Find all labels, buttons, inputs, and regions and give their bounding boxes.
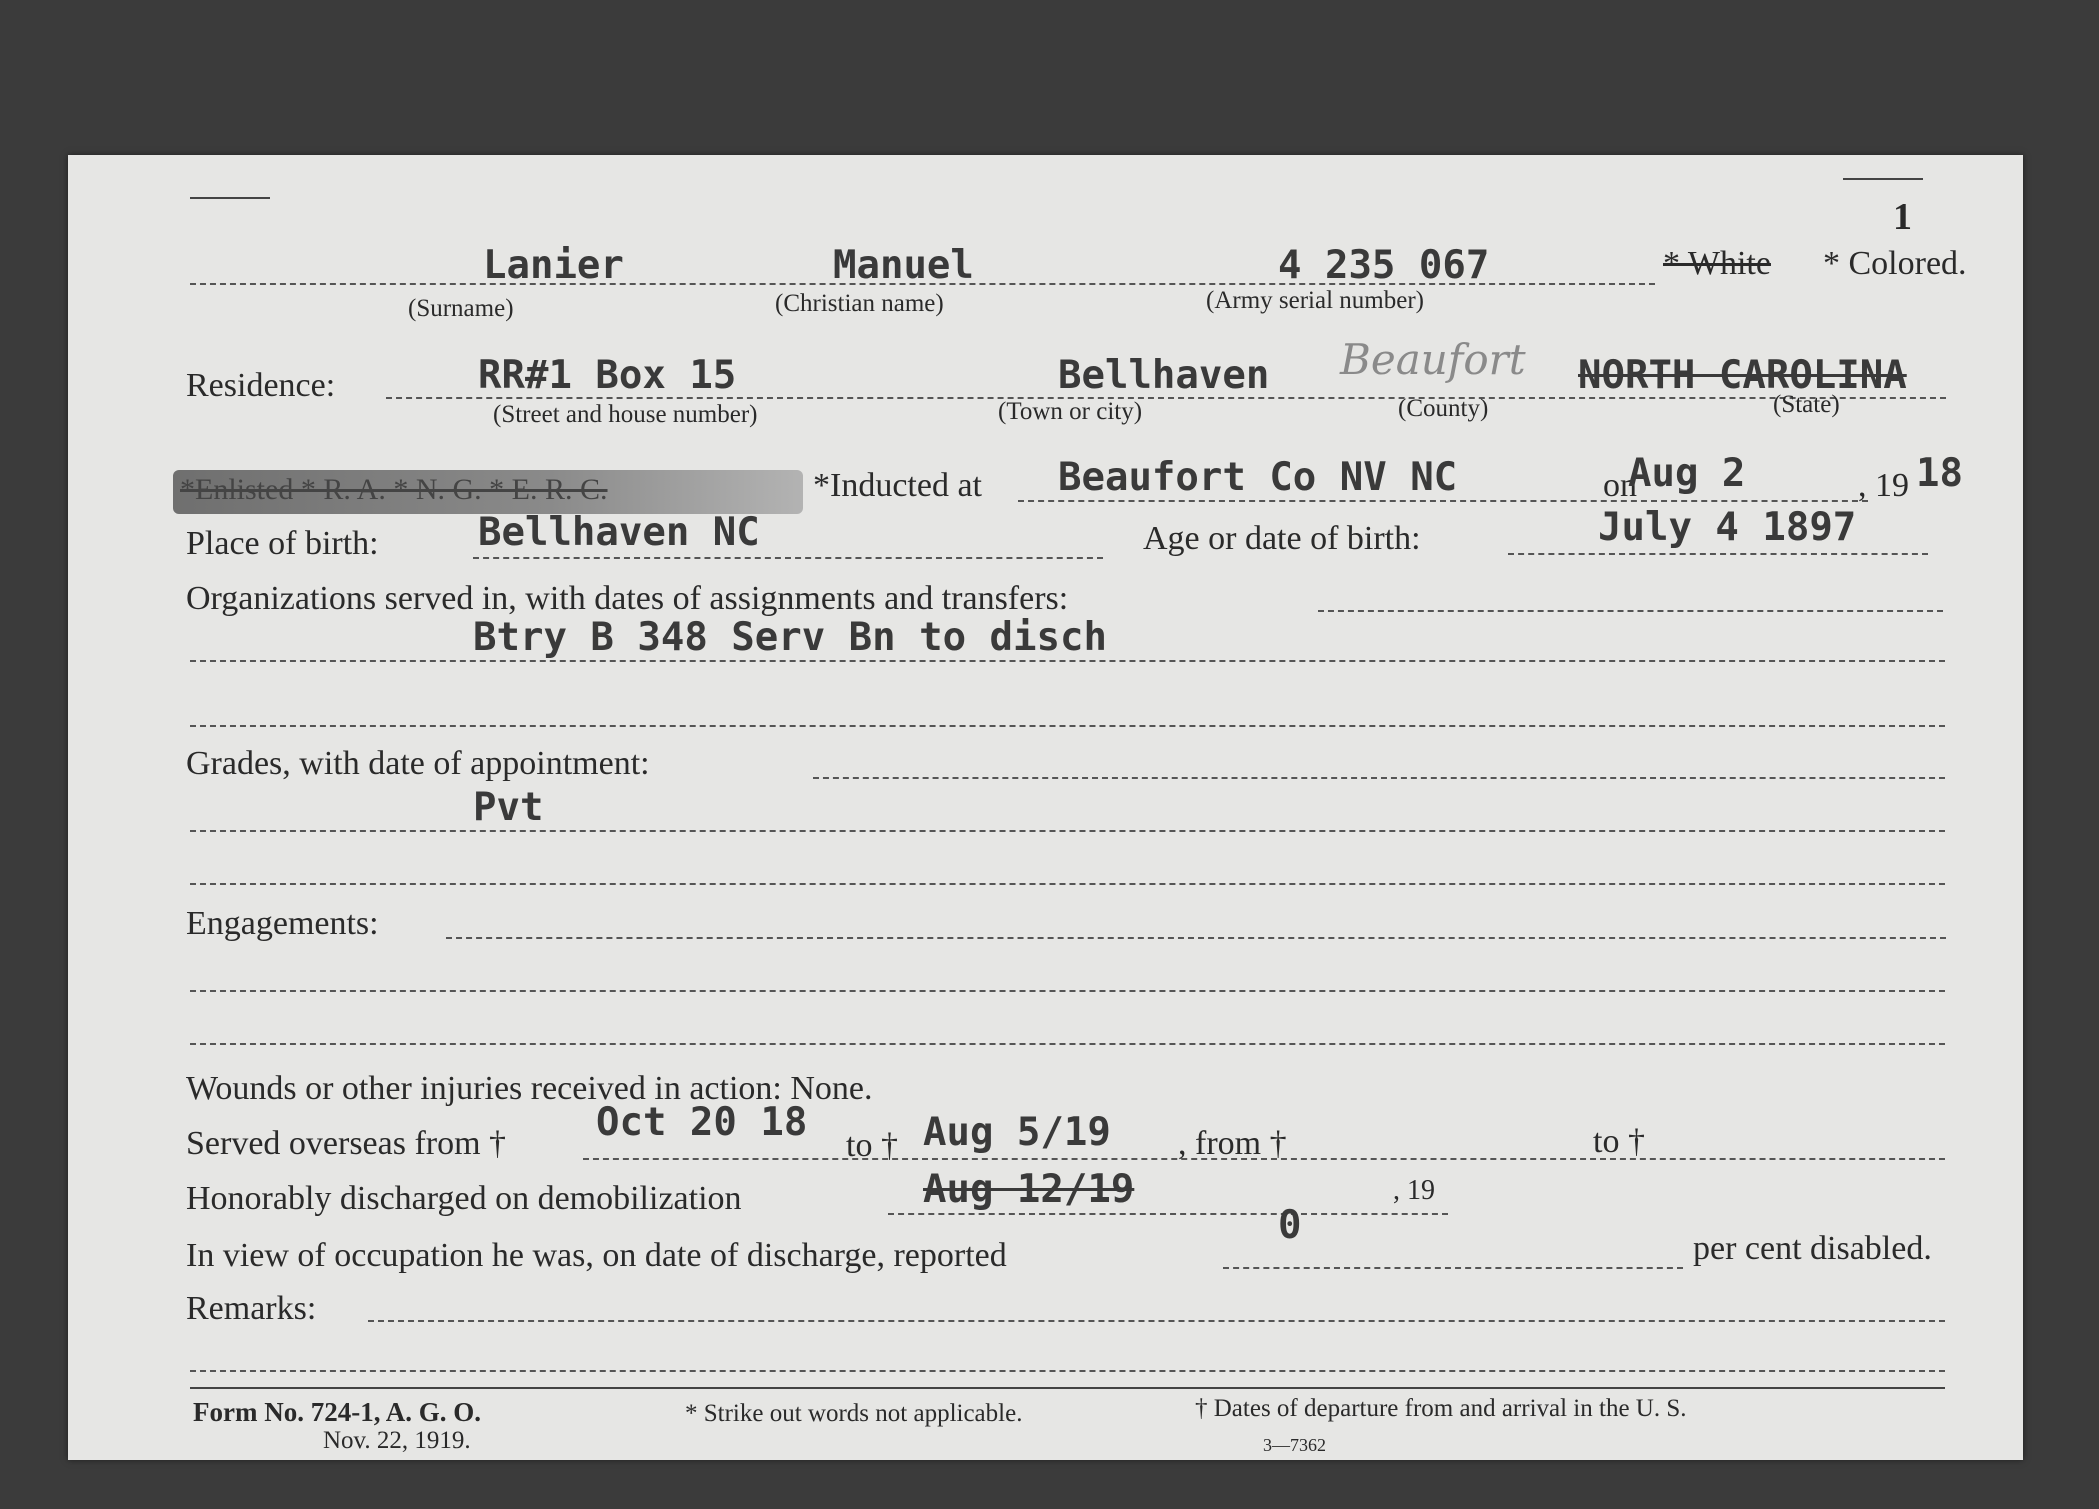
disability-label: In view of occupation he was, on date of discharge, reported bbox=[186, 1237, 1007, 1274]
overseas-label: Served overseas from † bbox=[186, 1125, 507, 1162]
remarks-line-1 bbox=[368, 1320, 1945, 1322]
inducted-label: *Inducted at bbox=[813, 467, 982, 504]
discharge-year-label: , 19 bbox=[1393, 1175, 1435, 1206]
overseas-to2-label: to † bbox=[1593, 1123, 1645, 1160]
grades-line-1 bbox=[813, 777, 1945, 779]
organizations-line-3 bbox=[190, 725, 1945, 727]
engagements-line-2 bbox=[190, 990, 1945, 992]
inducted-year-value: 18 bbox=[1916, 451, 1963, 496]
overseas-to-label: to † bbox=[846, 1127, 898, 1164]
christian-name-caption: (Christian name) bbox=[775, 290, 944, 317]
organizations-line-1 bbox=[1318, 610, 1943, 612]
overseas-from2-label: , from † bbox=[1178, 1125, 1287, 1162]
enlisted-options: *Enlisted * R. A. * N. G. * E. R. C. bbox=[180, 473, 608, 506]
grades-label: Grades, with date of appointment: bbox=[186, 745, 650, 782]
organizations-label: Organizations served in, with dates of assignments and transfers: bbox=[186, 580, 1069, 617]
remarks-line-2 bbox=[190, 1370, 1945, 1372]
place-of-birth-label: Place of birth: bbox=[186, 525, 379, 562]
town-caption: (Town or city) bbox=[998, 398, 1143, 425]
disability-suffix: per cent disabled. bbox=[1693, 1230, 1932, 1267]
engagements-line-3 bbox=[190, 1043, 1945, 1045]
inducted-date-value: Aug 2 bbox=[1628, 451, 1746, 496]
overseas-from-value: Oct 20 18 bbox=[596, 1100, 808, 1145]
disability-line bbox=[1223, 1267, 1683, 1269]
top-right-rule bbox=[1843, 178, 1923, 180]
age-line bbox=[1508, 553, 1928, 555]
dates-note: † Dates of departure from and arrival in the U. S. bbox=[1195, 1395, 1687, 1422]
serial-number-value: 4 235 067 bbox=[1278, 243, 1490, 288]
inducted-place-value: Beaufort Co NV NC bbox=[1058, 455, 1458, 500]
disability-value: 0 bbox=[1278, 1203, 1302, 1248]
on-label: on bbox=[1603, 467, 1637, 504]
engagements-label: Engagements: bbox=[186, 905, 379, 942]
form-number: Form No. 724-1, A. G. O. bbox=[193, 1397, 481, 1427]
street-caption: (Street and house number) bbox=[493, 401, 758, 428]
county-caption: (County) bbox=[1398, 395, 1489, 422]
place-of-birth-line bbox=[473, 557, 1103, 559]
state-caption: (State) bbox=[1773, 391, 1840, 418]
wounds-label: Wounds or other injuries received in action: None. bbox=[186, 1070, 873, 1107]
state-value: NORTH CAROLINA bbox=[1578, 353, 1907, 398]
top-left-rule bbox=[190, 197, 270, 199]
grades-line-2 bbox=[190, 830, 1945, 832]
street-value: RR#1 Box 15 bbox=[478, 353, 737, 398]
grades-value: Pvt bbox=[473, 785, 544, 830]
place-of-birth-value: Bellhaven NC bbox=[478, 510, 760, 555]
surname-caption: (Surname) bbox=[408, 295, 514, 322]
race-white-label: * White bbox=[1663, 245, 1771, 282]
organizations-value: Btry B 348 Serv Bn to disch bbox=[473, 615, 1107, 660]
town-value: Bellhaven bbox=[1058, 353, 1270, 398]
footer-rule bbox=[190, 1387, 1945, 1389]
form-date: Nov. 22, 1919. bbox=[323, 1427, 471, 1454]
card-number: 1 bbox=[1893, 196, 1912, 238]
county-value: Beaufort bbox=[1340, 335, 1526, 384]
overseas-to-value: Aug 5/19 bbox=[923, 1110, 1111, 1155]
engagements-line-1 bbox=[446, 937, 1946, 939]
grades-line-3 bbox=[190, 883, 1945, 885]
discharge-date-value: Aug 12/19 bbox=[923, 1167, 1135, 1212]
induction-line bbox=[1018, 500, 1868, 502]
discharge-line bbox=[888, 1213, 1448, 1215]
remarks-label: Remarks: bbox=[186, 1290, 317, 1327]
surname-value: Lanier bbox=[483, 243, 624, 288]
birth-date-value: July 4 1897 bbox=[1598, 505, 1857, 550]
christian-name-value: Manuel bbox=[833, 243, 974, 288]
service-record-card bbox=[68, 155, 2023, 1460]
serial-number-caption: (Army serial number) bbox=[1206, 287, 1424, 314]
race-colored-label: * Colored. bbox=[1823, 245, 1967, 282]
print-code: 3—7362 bbox=[1263, 1435, 1326, 1455]
residence-label: Residence: bbox=[186, 367, 336, 404]
year-prefix-label: , 19 bbox=[1858, 467, 1909, 504]
age-label: Age or date of birth: bbox=[1143, 520, 1421, 557]
discharge-label: Honorably discharged on demobilization bbox=[186, 1180, 742, 1217]
organizations-line-2 bbox=[190, 660, 1945, 662]
strike-note: * Strike out words not applicable. bbox=[685, 1400, 1023, 1427]
